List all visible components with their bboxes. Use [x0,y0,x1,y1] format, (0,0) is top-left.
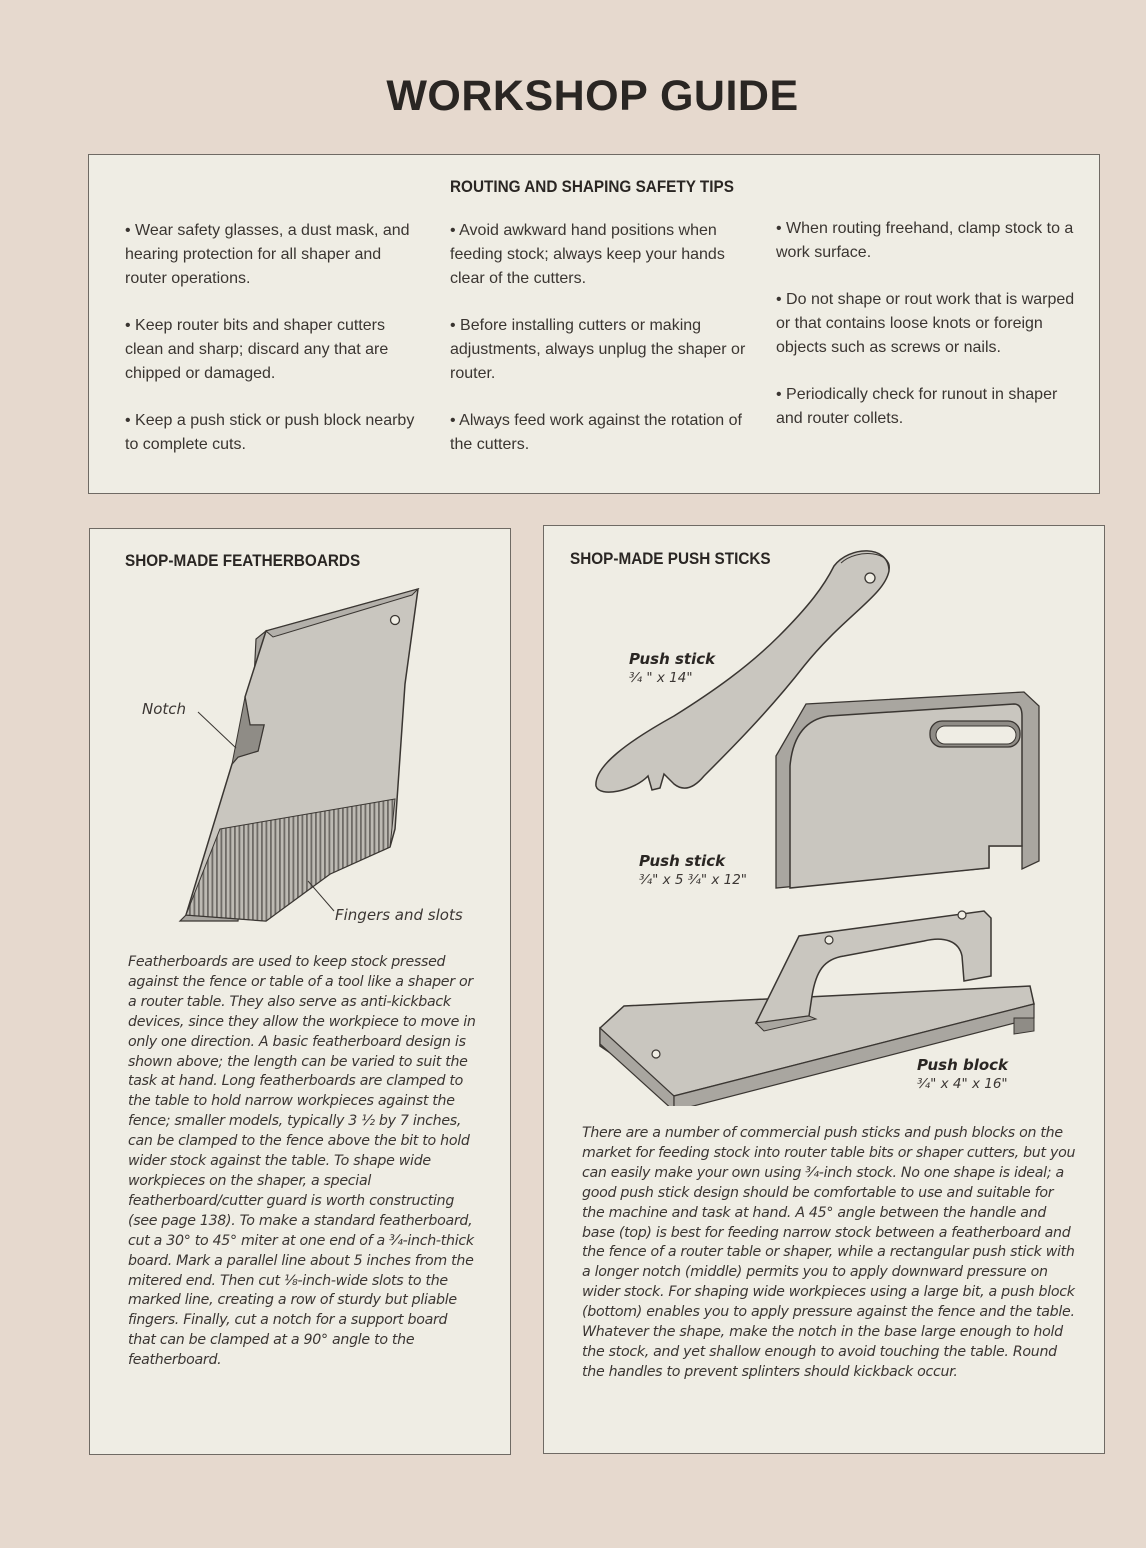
tips-column-2 [450,219,750,480]
tip-safety-glasses: • Wear safety glasses, a dust mask, and hearing protection for all shaper and router operations. [125,222,410,287]
push-stick-1-label: Push stick [629,650,716,668]
push-sticks-box [543,525,1105,1454]
push-block-label: Push block [917,1056,1009,1074]
tips-column-3 [776,217,1076,454]
push-block-dims: ¾" x 4" x 16" [917,1076,1008,1092]
push-stick-1-dims: ¾ " x 14" [629,670,693,686]
safety-tips-heading: ROUTING AND SHAPING SAFETY TIPS [450,177,734,196]
tip-unplug: • Before installing cutters or making adjustments, always unplug the shaper or router. [450,317,746,382]
notch-label: Notch [142,700,187,718]
tip-check-runout: • Periodically check for runout in shaper and router collets. [776,386,1058,427]
featherboards-body: Featherboards are used to keep stock pressed against the fence or table of a tool like a shaper or a router table. They also serve as anti-kickback devices, since they allow the workpiece to move in only one direction. A basic featherboard design is shown above; the length can be varied to suit the task at hand. Long featherboards are clamped to the table to hold narrow workpieces against the fence; smaller models, typically 3 ½ by 7 inches, can be clamped to the fence above the bit to hold wider stock against the table. To shape wide workpieces on the shaper, a special featherboard/cutter guard is worth constructing (see page 138). To make a standard featherboard, cut a 30° to 45° miter at one end of a ¾-inch-thick board. Mark a parallel line about 5 inches from the mitered end. Then cut ⅛-inch-wide slots to the marked line, creating a row of sturdy but pliable fingers. Finally, cut a notch for a support board that can be clamped at a 90° angle to the featherboard. [128,954,476,1369]
tip-warped-work: • Do not shape or rout work that is warped or that contains loose knots or foreign objects such as screws or nails. [776,291,1075,356]
featherboards-heading: SHOP-MADE FEATHERBOARDS [125,551,361,570]
push-stick-2-label: Push stick [639,852,726,870]
tips-column-1 [125,219,425,480]
fingers-label: Fingers and slots [335,906,463,924]
featherboards-box [89,528,511,1455]
tip-clamp-freehand: • When routing freehand, clamp stock to a work surface. [776,220,1074,261]
push-sticks-illustration [544,526,1104,1106]
tip-push-stick-nearby: • Keep a push stick or push block nearby to complete cuts. [125,412,415,453]
tip-clean-bits: • Keep router bits and shaper cutters clean and sharp; discard any that are chipped or damaged. [125,317,389,382]
push-sticks-body: There are a number of commercial push sticks and push blocks on the market for feeding stock into router table bits or shaper cutters, but you can easily make your own using ¾-inch stock. No one shape is ideal; a good push stick design should be comfortable to use and suitable for the machine and task at hand. A 45° angle between the handle and base (top) is best for feeding narrow stock between a featherboard and the fence of a router table or shaper, while a rectangular push stick with a longer notch (middle) permits you to apply downward pressure on wider stock. For shaping wide workpieces using a large bit, a push block (bottom) enables you to apply pressure against the fence and the table. Whatever the shape, make the notch in the base large enough to hold the stock, and yet shallow enough to avoid touching the table. Round the handles to prevent splinters should kickback occur. [582,1125,1076,1380]
push-stick-2-dims: ¾" x 5 ¾" x 12" [639,872,747,888]
tip-hand-positions: • Avoid awkward hand positions when feeding stock; always keep your hands clear of the cutters. [450,222,725,287]
push-sticks-heading: SHOP-MADE PUSH STICKS [570,549,771,568]
featherboard-illustration [90,529,510,949]
tip-feed-direction: • Always feed work against the rotation of the cutters. [450,412,742,453]
page-title: WORKSHOP GUIDE [386,72,799,120]
safety-tips-box [88,154,1100,494]
